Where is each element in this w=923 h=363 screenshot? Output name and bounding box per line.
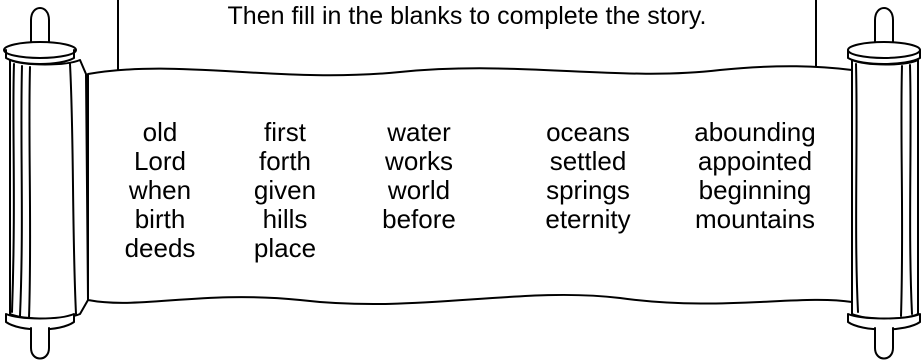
word-bank-word: before xyxy=(382,204,456,234)
word-bank-word: settled xyxy=(549,146,627,176)
word-bank-word: abounding xyxy=(694,117,816,147)
instruction-text: Then fill in the blanks to complete the story. xyxy=(227,2,707,30)
word-bank-column-5 xyxy=(670,118,840,234)
word-bank-word: world xyxy=(387,175,451,205)
word-bank-word: mountains xyxy=(695,204,815,234)
word-bank-word: forth xyxy=(258,146,312,176)
word-bank-word: deeds xyxy=(124,233,196,263)
word-bank-word: beginning xyxy=(698,175,812,205)
word-bank-column-2 xyxy=(220,118,350,263)
word-bank-word: given xyxy=(253,175,317,205)
word-bank-word: eternity xyxy=(545,204,631,234)
word-bank-word: place xyxy=(253,233,317,263)
word-bank-word: springs xyxy=(546,175,630,205)
word-bank-word: birth xyxy=(134,204,186,234)
word-bank-column-3 xyxy=(354,118,484,234)
right-scroll-roll xyxy=(848,8,920,359)
word-bank-word: when xyxy=(128,175,192,205)
word-bank-word: water xyxy=(387,117,451,147)
word-bank-word: oceans xyxy=(546,117,630,147)
word-bank-word: hills xyxy=(262,204,308,234)
left-scroll-roll xyxy=(4,8,88,359)
word-bank-column-1 xyxy=(95,118,225,263)
word-bank-column-4 xyxy=(518,118,658,234)
word-bank-word: Lord xyxy=(133,146,187,176)
word-bank-word: first xyxy=(264,117,306,147)
word-bank-word: old xyxy=(142,117,178,147)
word-bank-word: appointed xyxy=(697,146,813,176)
word-bank-word: works xyxy=(385,146,453,176)
